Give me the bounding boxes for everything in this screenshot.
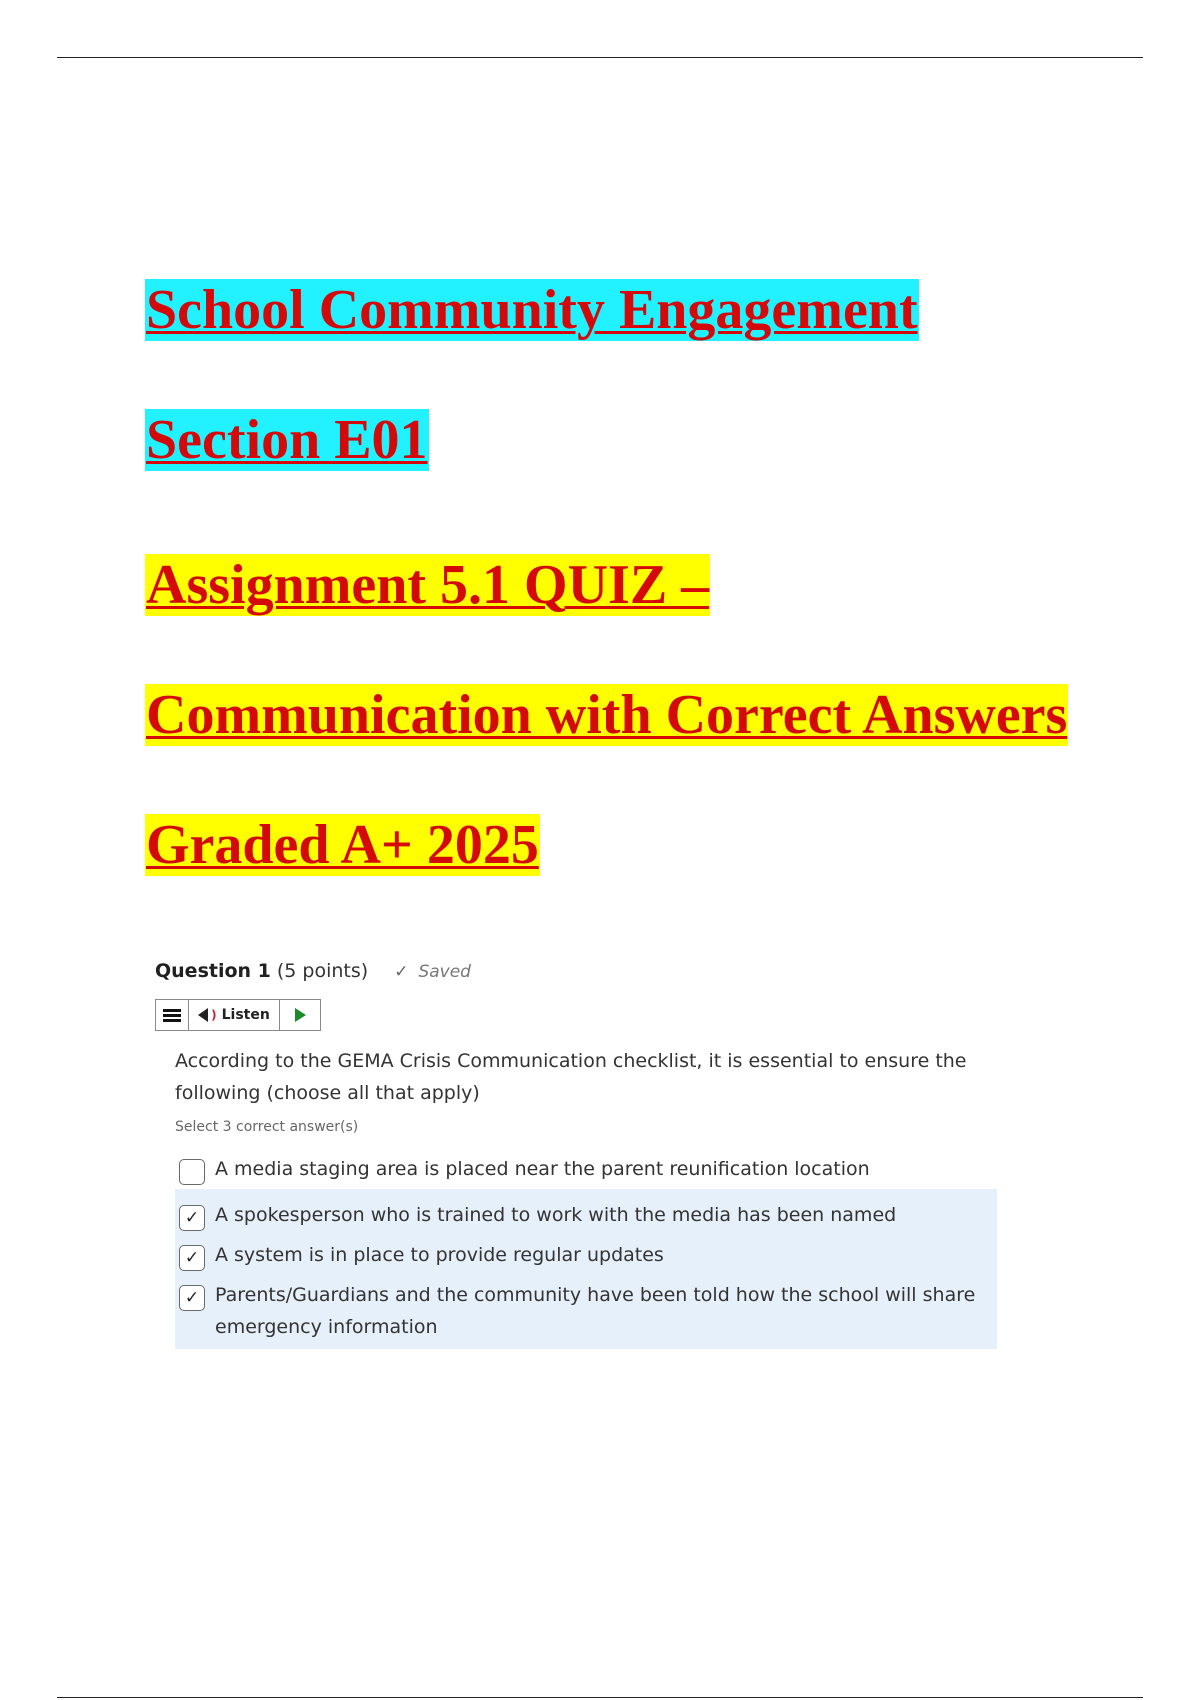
answer-option[interactable] <box>175 1195 997 1235</box>
selected-answers <box>175 1189 997 1349</box>
answer-option[interactable] <box>175 1275 997 1347</box>
title-line-4: Communication with Correct Answers <box>146 684 1068 746</box>
saved-check-icon: ✓ <box>394 962 409 982</box>
answer-option-label: A system is in place to provide regular updates <box>215 1244 664 1266</box>
title-line-3: Assignment 5.1 QUIZ – <box>146 554 710 616</box>
title-line-2: Section E01 <box>146 409 428 471</box>
answer-option-label: Parents/Guardians and the community have been told how the school will share emergency information <box>215 1284 976 1338</box>
answer-instruction: Select 3 correct answer(s) <box>175 1119 359 1135</box>
title-line-1: School Community Engagement <box>146 279 918 341</box>
answer-option-label: A media staging area is placed near the parent reunification location <box>215 1158 870 1180</box>
question-number: Question 1 <box>155 960 271 982</box>
menu-button[interactable] <box>156 1000 189 1030</box>
speaker-icon <box>198 1008 208 1022</box>
answer-option[interactable] <box>175 1149 997 1189</box>
header-rule <box>57 57 1143 58</box>
question-prompt: According to the GEMA Crisis Communication checklist, it is essential to ensure the following (choose all that apply) <box>175 1050 967 1104</box>
checkmark-icon: ✓ <box>184 1248 200 1268</box>
play-button[interactable] <box>280 1000 320 1030</box>
hamburger-icon <box>163 1014 181 1017</box>
title-line-5: Graded A+ 2025 <box>146 814 539 876</box>
checkmark-icon: ✓ <box>184 1288 200 1308</box>
answer-options <box>175 1149 997 1349</box>
footer-rule <box>57 1697 1143 1698</box>
listen-button[interactable] <box>189 1000 280 1030</box>
listen-label: Listen <box>221 1007 270 1023</box>
checkbox-checked[interactable] <box>179 1285 205 1311</box>
checkbox-checked[interactable] <box>179 1205 205 1231</box>
checkmark-icon: ✓ <box>184 1208 200 1228</box>
read-aloud-toolbar <box>155 999 321 1031</box>
question-points: (5 points) <box>276 960 369 982</box>
saved-label: Saved <box>418 962 471 982</box>
checkbox-checked[interactable] <box>179 1245 205 1271</box>
quiz-screenshot <box>155 960 1005 1349</box>
checkbox-unchecked[interactable] <box>179 1159 205 1185</box>
answer-option[interactable] <box>175 1235 997 1275</box>
answer-option-label: A spokesperson who is trained to work with the media has been named <box>215 1204 897 1226</box>
sound-wave-icon: ) <box>211 1008 217 1022</box>
play-icon <box>295 1008 306 1022</box>
question-header <box>155 960 1005 982</box>
saved-status <box>394 962 471 982</box>
